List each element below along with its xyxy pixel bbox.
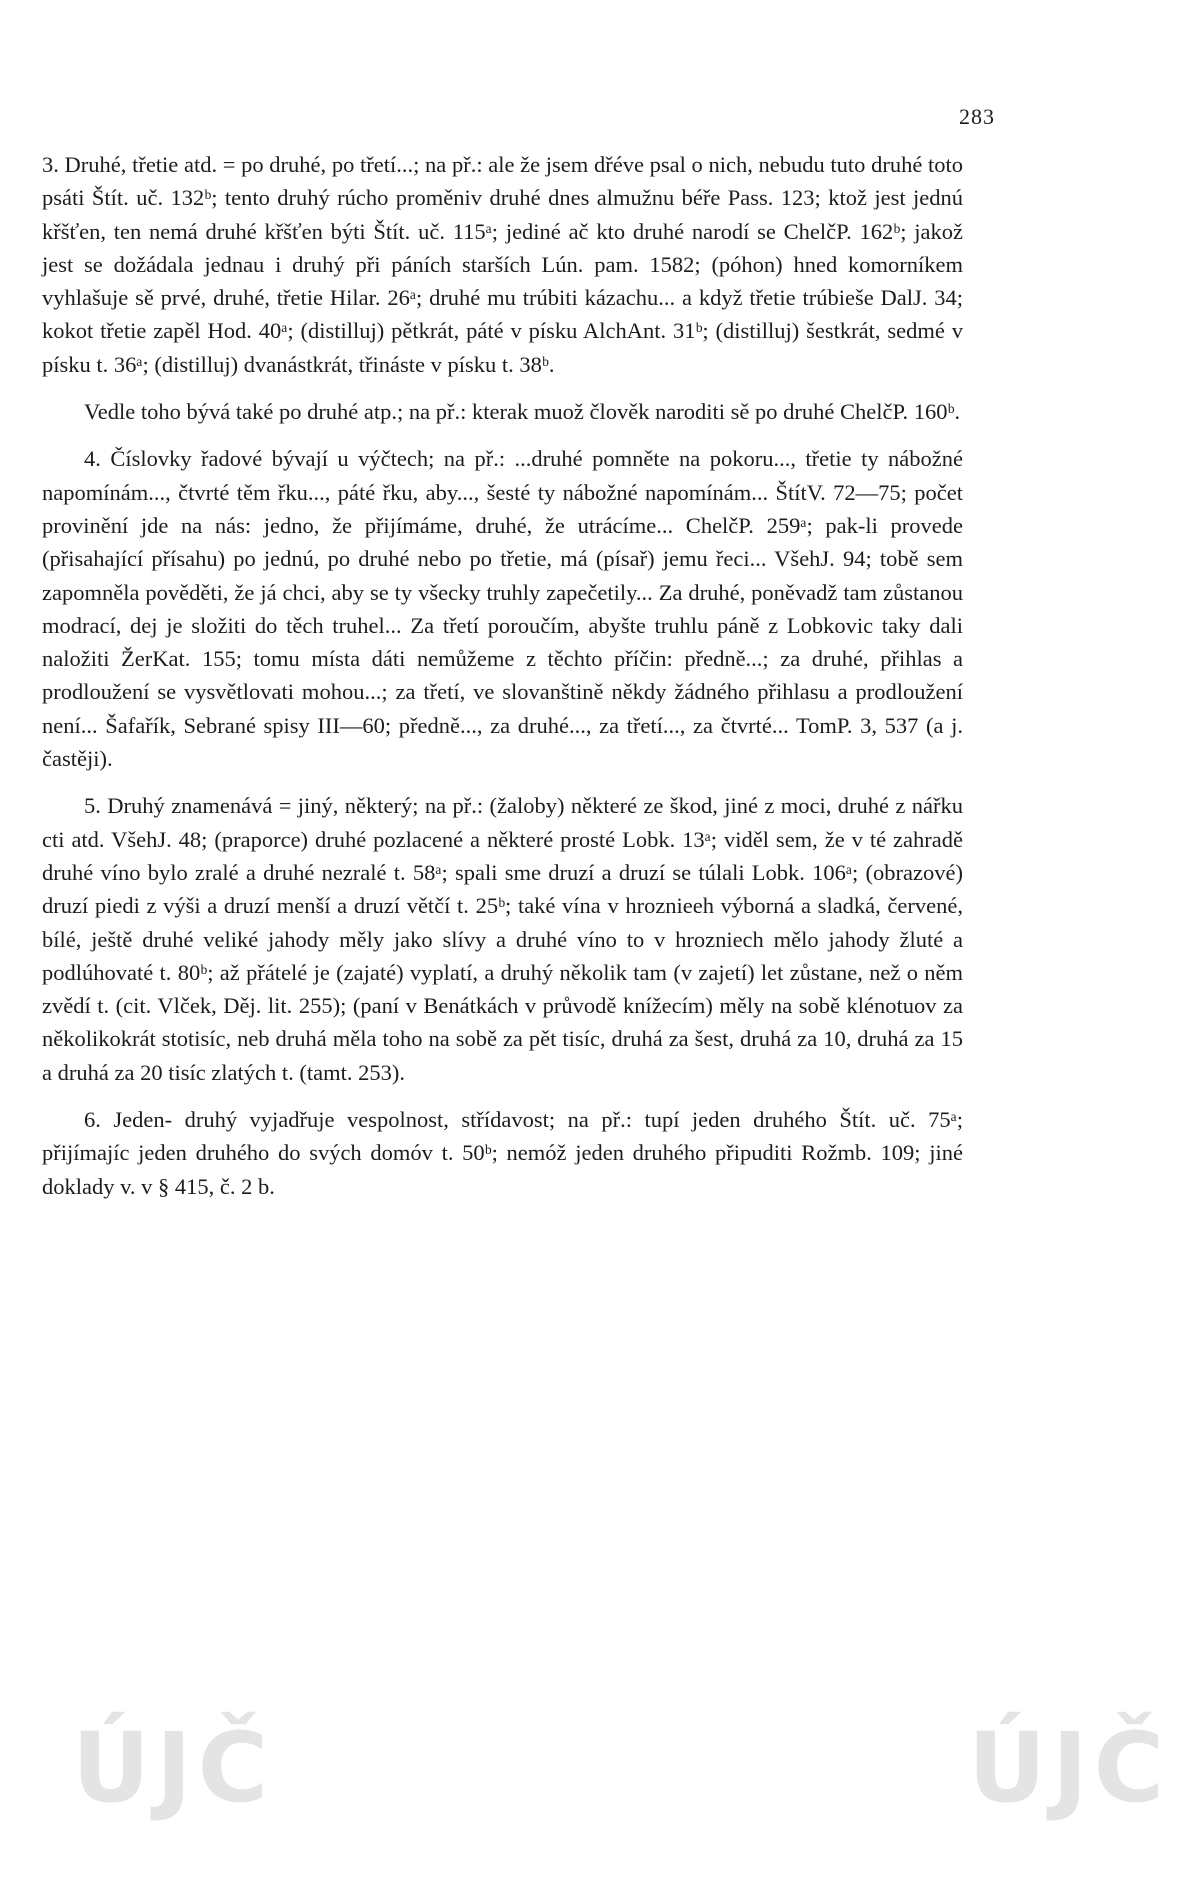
paragraph-4-enumerations: 4. Číslovky řadové bývají u výčtech; na př.: ...druhé pomněte na pokoru..., třetie ty nábožné napomínám..., čtvrté těm řku..., páté řku, aby..., šesté ty nábožné napomínám... ŠtítV. 72—75; počet provinění jde na nás: jedno, že přijímáme, druhé, že utrácíme... ChelčP. 259ᵃ; pak-li provede (přisahající přísahu) po jednú, po druhé nebo po třetie, má (písař) jemu řeci... VšehJ. 94; tobě sem zapomněla pověděti, že já chci, aby se ty všecky truhly zapečetily... Za druhé, poněvadž tam zůstanou modrací, dej je složiti do těch truhel... Za třetí poroučím, abyšte truhlu páně z Lobkovic taky dali naložiti ŽerKat. 155; tomu místa dáti nemůžeme z těchto příčin: předně...; za druhé, přihlas a prodloužení se vysvětlovati mohou...; za třetí, ve slovanštině někdy žádného přihlasu a prodloužení není... Šafařík, Sebrané spisy III—60; předně..., za druhé..., za třetí..., za čtvrté... TomP. 3, 537 (a j. častěji). (42, 446, 963, 772)
page-number: 283 (959, 104, 995, 129)
paragraph-po-druhe: Vedle toho bývá také po druhé atp.; na př.: kterak muož člověk naroditi sě po druhé ChelčP. 160ᵇ. (84, 399, 961, 425)
paragraph-6-jeden-druhy: 6. Jeden- druhý vyjadřuje vespolnost, střídavost; na př.: tupí jeden druhého Štít. uč. 75ᵃ; přijímajíc jeden druhého do svých domóv t. 50ᵇ; nemóž jeden druhého připuditi Rožmb. 109; jiné doklady v. v § 415, č. 2 b. (42, 1107, 963, 1199)
paragraph-5-druhy-jiny: 5. Druhý znamenává = jiný, některý; na př.: (žaloby) některé ze škod, jiné z moci, druhé z nářku cti atd. VšehJ. 48; (praporce) druhé pozlacené a některé prosté Lobk. 13ᵃ; viděl sem, že v té zahradě druhé víno bylo zralé a druhé nezralé t. 58ᵃ; spali sme druzí a druzí se túlali Lobk. 106ᵃ; (obrazové) druzí piedi z výši a druzí menší a druzí větčí t. 25ᵇ; také vína v hroznieeh výborná a sladká, červené, bílé, ještě druhé veliké jahody měly jako slívy a druhé víno to v hrozniech mělo jahody žluté a podlúhovaté t. 80ᵇ; až přátelé je (zajaté) vyplatí, a druhý několik tam (v zajetí) let zůstane, než o něm zvědí t. (cit. Vlček, Děj. lit. 255); (paní v Benátkách v průvodě knížecím) měly na sobě klénotuov za několikokrát stotisíc, neb druhá měla toho na sobě za pět tisíc, druhá za šest, druhá za 10, druhá za 15 a druhá za 20 tisíc zlatých t. (tamt. 253). (42, 793, 963, 1085)
text-body (42, 148, 963, 1203)
watermark-right: ÚJČ (968, 1712, 1171, 1824)
watermark-left: ÚJČ (72, 1712, 275, 1824)
paragraph-3-ordinals: 3. Druhé, třetie atd. = po druhé, po třetí...; na př.: ale že jsem dřéve psal o nich, nebudu tuto druhé toto psáti Štít. uč. 132ᵇ; tento druhý rúcho proměniv druhé dnes almužnu béře Pass. 123; ktož jest jednú křšťen, ten nemá druhé křšťen býti Štít. uč. 115ᵃ; jediné ač kto druhé narodí se ChelčP. 162ᵇ; jakož jest se dožádala jednau i druhý při páních starších Lún. pam. 1582; (póhon) hned komorníkem vyhlašuje sě prvé, druhé, třetie Hilar. 26ᵃ; druhé mu trúbiti kázachu... a když třetie trúbieše DalJ. 34; kokot třetie zapěl Hod. 40ᵃ; (distilluj) pětkrát, páté v písku AlchAnt. 31ᵇ; (distilluj) šestkrát, sedmé v písku t. 36ᵃ; (distilluj) dvanástkrát, třináste v písku t. 38ᵇ. (42, 152, 963, 377)
